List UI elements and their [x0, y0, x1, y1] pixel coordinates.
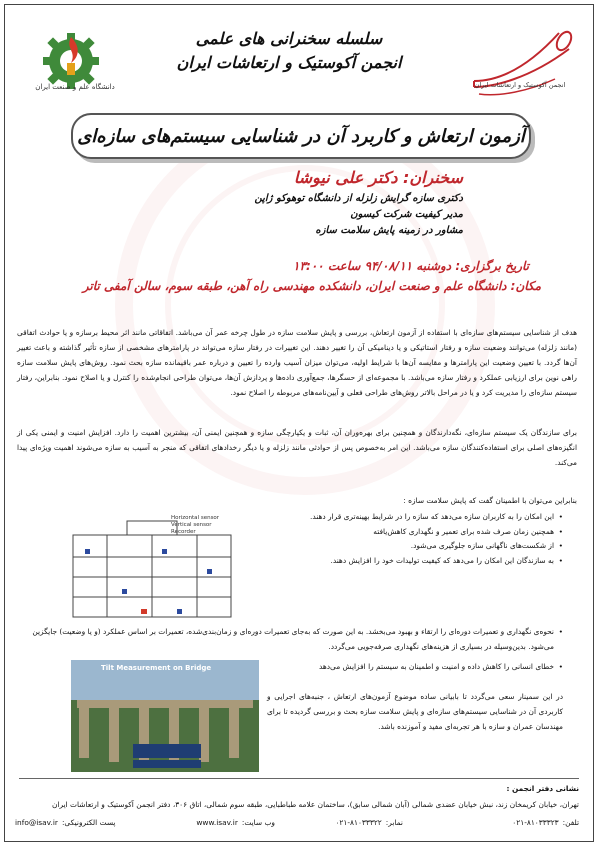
header-titles: [125, 27, 453, 75]
building-sensor-figure: [67, 515, 237, 623]
address-text: تهران، خیابان کریمخان زند، نبش خیابان عضدی شمالی (آبان شمالی سابق)، ساختمان علامه طباطبایی، طبقه سوم شمالی، اتاق ۳۰۶، دفتر انجمن آکوستیک و ارتعاشات ایران: [52, 800, 579, 809]
speaker-line-2: مدیر کیفیت شرکت کیسون: [350, 209, 463, 220]
legend-vertical: Vertical sensor: [171, 522, 212, 528]
paragraph-2: برای سازندگان یک سیستم سازه‌ای، نگه‌دارندگان و همچنین برای بهره‌وران آن، ثبات و یکپارچگی سازه و همچنین ایمنی آن، بیشترین اهمیت را دارد. افزایش امنیت و ایمنی یکی از انگیزه‌های اصلی برای استفاده‌کنندگان سازه می‌باشد. این امر به‌خصوص پس از حوادثی مانند زلزله و یا دیگر رخدادهای اتفاقی که منجر به آسیب به سازه می‌شوند اهمیت ویژه‌ای پیدا می‌کند.: [17, 428, 577, 467]
benefit-list-last: [267, 660, 563, 675]
email: [15, 817, 115, 829]
website: [196, 817, 275, 829]
speaker-block: [254, 165, 463, 239]
list-item: • خطای انسانی را کاهش داده و امنیت و اطمینان به سیستم را افزایش می‌دهد: [267, 660, 563, 675]
paragraph-1: هدف از شناسایی سیستم‌های سازه‌ای با استفاده از آزمون ارتعاش، بررسی و پایش سلامت سازه در طول چرخه عمر آن می‌باشد. اتفاقاتی مانند اثر محیط برسازه و یا حوادث اتفاقی (مانند زلزله) می‌توانند وضعیت سازه و رفتار استاتیکی و یا دینامیکی آن را تغییر دهند. این تغییرات در رفتار سازه می‌تواند در پارامترهای مشخصی از سازه تأثیر گذاشته و باعث تغییر آن‌ها گردد. با تعیین وضعیت این پارامترها و مقایسه آن‌ها با شرایط اولیه، می‌توان میزان آسیب وارده را تعیین و درباره عمر باقیمانده سازه بحث نمود. روش‌های پایش سلامت سازه راهی نوین برای ارزیابی عملکرد و رفتار سازه می‌باشد. با مجموعه‌ای از حسگرها، جمع‌آوری داده‌ها و پردازش آن‌ها، می‌توان طراحی انجام‌شده را کنترل و یا اصلاح نمود. بنابراین، رفتار سیستم سازه‌ای را مدیریت کرد و یا در مراحل بالاتر روش‌های طراحی فعلی و آیین‌نامه‌های مربوطه را اصلاح نمود.: [17, 328, 577, 397]
event-date-time: تاریخ برگزاری: دوشنبه ۹۴/۰۸/۱۱ ساعت ۱۳:۰۰: [293, 259, 529, 273]
phone-value: ۰۲۱-۸۱۰۳۳۳۲۳: [512, 818, 559, 827]
talk-title: آزمون ارتعاش و کاربرد آن در شناسایی سیستم‌های سازه‌ای: [77, 125, 525, 147]
university-logo: [27, 19, 123, 119]
figure-legend: [171, 515, 219, 536]
poster: [4, 4, 594, 842]
address-title: نشانی دفتر انجمن :: [506, 784, 579, 793]
legend-horizontal: Horizontal sensor: [171, 515, 220, 521]
bridge-photo: [71, 660, 259, 772]
speaker-line-3: مشاور در زمینه پایش سلامت سازه: [315, 225, 463, 236]
list-item: • از شکست‌های ناگهانی سازه جلوگیری می‌شود.: [239, 539, 563, 554]
list-item: • به سازندگان این امکان را می‌دهد که کیفیت تولیدات خود را افزایش دهند.: [239, 554, 563, 569]
legend-recorder: Recorder: [171, 529, 196, 535]
bridge-label: Tilt Measurement on Bridge: [101, 664, 212, 672]
benefit-list-wide: [21, 625, 563, 654]
fax-value: ۰۲۱-۸۱۰۳۳۳۲۲: [335, 818, 382, 827]
talk-title-box: [71, 113, 531, 159]
footer-divider: [19, 778, 579, 779]
horn-logo-icon: [459, 19, 579, 109]
fax-label: نمابر:: [385, 818, 403, 827]
email-label: پست الکترونیکی:: [61, 818, 116, 827]
phone: [512, 817, 579, 829]
list-item: • همچنین زمان صرف شده برای تعمیر و نگهداری کاهش‌یافته: [239, 525, 563, 540]
society-title: انجمن آکوستیک و ارتعاشات ایران: [176, 53, 402, 72]
phone-label: تلفن:: [562, 818, 579, 827]
list-item: • نحوه‌ی نگهداری و تعمیرات دوره‌ای را ارتقاء و بهبود می‌بخشد. به این صورت که به‌جای تعمیرات دوره‌ای و زمان‌بندی‌شده، تعمیرات بر اساس عملکرد (و یا وضعیت) جایگزین می‌شود. بدین‌وسیله در بسیاری از هزینه‌های نگهداری صرفه‌جویی می‌گردد.: [21, 625, 563, 654]
list-item: • این امکان را به کاربران سازه می‌دهد که سازه را در شرایط بهینه‌تری قرار دهند.: [239, 510, 563, 525]
bridge-drawing: [71, 660, 259, 772]
bullets-intro: بنابراین می‌توان با اطمینان گفت که پایش سلامت سازه :: [403, 496, 577, 505]
fax: [335, 817, 403, 829]
event-location: مکان: دانشگاه علم و صنعت ایران، دانشکده مهندسی راه آهن، طبقه سوم، سالن آمفی تاتر: [82, 279, 541, 293]
email-link[interactable]: info@isav.ir: [15, 818, 58, 827]
society-logo: [459, 19, 579, 109]
society-caption: انجمن آکوستیک و ارتعاشات ایران: [474, 81, 566, 89]
web-link[interactable]: www.isav.ir: [196, 818, 238, 827]
speaker-name: سخنران: دکتر علی نیوشا: [293, 168, 463, 187]
speaker-line-1: دکتری سازه گرایش زلزله از دانشگاه توهوکو ژاپن: [254, 193, 463, 204]
benefit-list: [239, 510, 563, 568]
series-title: سلسله سخنرانی های علمی: [195, 29, 383, 48]
gear-flame-icon: [27, 19, 123, 119]
university-caption: دانشگاه علم و صنعت ایران: [35, 83, 115, 91]
web-label: وب سایت:: [241, 818, 275, 827]
paragraph-3: در این سمینار سعی می‌گردد تا بابیانی ساده موضوع آزمون‌های ارتعاش ، جنبه‌های اجرایی و کاربردی آن در شناسایی سیستم‌های سازه‌ای و پایش سلامت سازه بحث و بررسی گردیده تا برای مهندسان عمران و سازه با هر تجربه‌ای مفید و آموزنده باشد.: [267, 692, 563, 731]
